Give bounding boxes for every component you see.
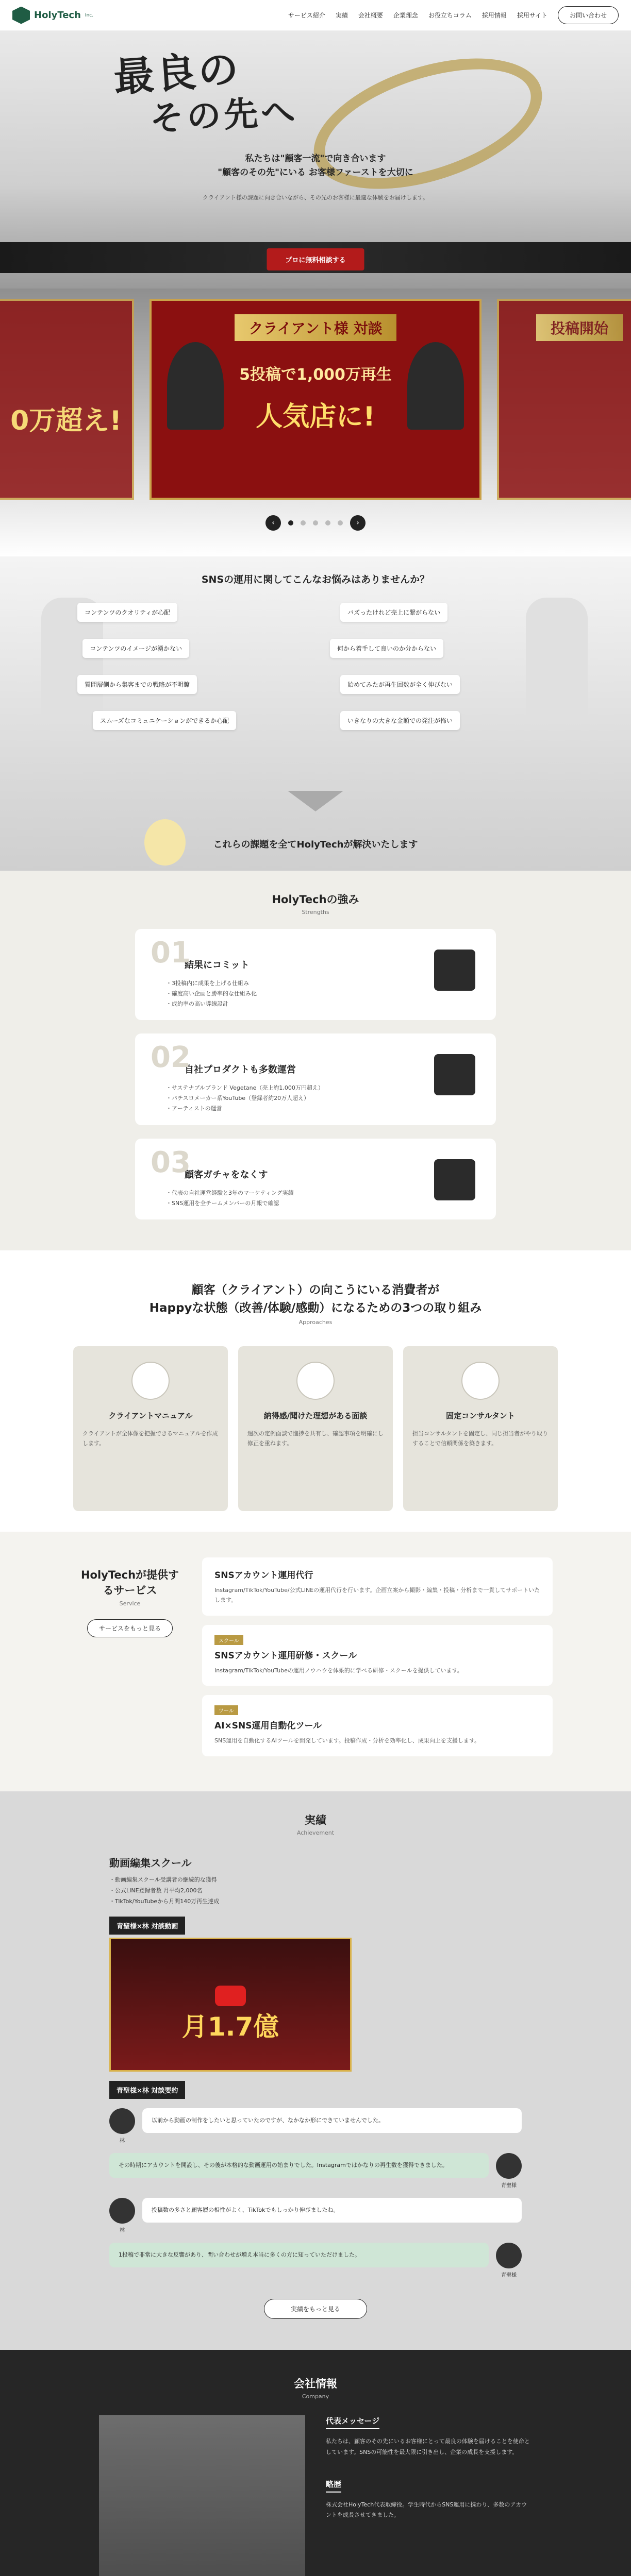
play-icon[interactable]	[215, 1986, 246, 2006]
network-icon	[434, 1054, 475, 1095]
site-header	[0, 0, 631, 31]
strength-point: ・アーティストの運営	[166, 1105, 222, 1112]
service-card[interactable]	[202, 1625, 553, 1686]
strength-title: 自社プロダクトも多数運営	[185, 1064, 296, 1076]
strength-point: ・成約率の高い導線設計	[166, 1000, 228, 1007]
avatar	[109, 2108, 135, 2134]
service-desc: SNS運用を自動化するAIツールを開発しています。投稿作成・分析を効率化し、成果向上を支援します。	[214, 1737, 480, 1744]
chat-bubble: 以前から動画の制作をしたいと思っていたのですが、なかなか形にできていませんでした。	[142, 2108, 522, 2133]
service-title: SNSアカウント運用代行	[214, 1570, 313, 1581]
approach-desc: クライアントが全体像を把握できるマニュアルを作成します。	[82, 1430, 218, 1447]
approach-desc: 週次の定例面談で進捗を共有し、確認事項を明確にし修正を重ねます。	[247, 1430, 384, 1447]
case-result: ・TikTok/YouTubeから月間140万再生達成	[109, 1897, 220, 1905]
manual-icon	[131, 1362, 170, 1400]
strength-point: ・確度高い企画と勝率的な仕組み化	[166, 990, 257, 997]
strengths-section	[0, 871, 631, 1250]
slider-dot[interactable]	[338, 520, 343, 526]
hero-copy	[0, 152, 631, 180]
chat-row	[109, 2153, 522, 2189]
strength-card	[135, 1033, 496, 1125]
hero-sub: クライアント様の課題に向き合いながら、その先のお客様に最適な体験をお届けします。	[202, 194, 429, 201]
worry-bubble: コンテンツのクオリティが心配	[77, 603, 177, 622]
service-title: SNSアカウント運用研修・スクール	[214, 1650, 357, 1661]
approach-title: 固定コンサルタント	[446, 1411, 515, 1421]
worry-bubble: スムーズなコミュニケーションができるか心配	[93, 711, 236, 730]
client-photo	[167, 342, 224, 430]
strength-point: ・代表の自社運営経験と3年のマーケティング実績	[166, 1189, 294, 1196]
strengths-title: HolyTechの強み	[272, 893, 359, 906]
strength-list	[166, 1188, 480, 1209]
brush-swirl	[297, 33, 558, 214]
message-body: 私たちは、顧客のその先にいるお客様にとって最良の体験を届けることを使命としています。SNSの可能性を最大限に引き出し、企業の成長を支援します。	[326, 2437, 530, 2455]
case-result: ・動画編集スクール受講者の継続的な獲得	[109, 1876, 217, 1884]
nav-recruit-site[interactable]: 採用サイト	[517, 12, 547, 19]
logo[interactable]	[12, 7, 93, 24]
strength-num: 02	[151, 1041, 191, 1075]
avatar	[496, 2243, 522, 2268]
achieve-more-button[interactable]: 実績をもっと見る	[264, 2299, 367, 2319]
strength-title: 顧客ガチャをなくす	[185, 1169, 268, 1180]
slider-dot[interactable]	[288, 520, 293, 526]
summary-label: 青聖様×林 対談要約	[109, 2081, 185, 2099]
service-card[interactable]	[202, 1557, 553, 1615]
worries-footer: これらの課題を全てHolyTechが解決いたします	[213, 839, 418, 850]
approach-card	[403, 1346, 558, 1511]
approach-card	[73, 1346, 228, 1511]
profile-tag: 略歴	[326, 2479, 341, 2493]
logo-text: HolyTech	[34, 10, 81, 21]
strength-card	[135, 929, 496, 1020]
strength-title: 結果にコミット	[185, 960, 250, 971]
services-sub: Service	[119, 1600, 141, 1607]
approach-title: クライアントマニュアル	[108, 1411, 193, 1421]
hero-copy-1: 私たちは"顧客一流"で向き合います	[245, 154, 386, 164]
logo-suffix: Inc.	[85, 12, 94, 18]
hero-copy-2: "顧客のその先"にいる お客様ファーストを大切に	[218, 167, 413, 178]
case-study	[109, 1855, 522, 2319]
meeting-icon	[296, 1362, 335, 1400]
video-label: 青聖様×林 対談動画	[109, 1917, 185, 1935]
logo-mark-icon	[12, 7, 30, 24]
service-title: AI×SNS運用自動化ツール	[214, 1721, 322, 1732]
chat-row	[109, 2198, 522, 2233]
hero-cta-button[interactable]: プロに無料相談する	[267, 248, 364, 270]
chat-row	[109, 2108, 522, 2144]
strength-point: ・パチスロメーカー系YouTube（登録者約20万人超え）	[166, 1095, 310, 1102]
strength-point: ・サステナブルブランド Vegetane（売上約1,000万円超え）	[166, 1084, 324, 1092]
service-tag: スクール	[214, 1635, 243, 1645]
slider-dot[interactable]	[325, 520, 330, 526]
worried-man-right	[526, 598, 588, 721]
approach-title: 納得感/聞けた理想がある面談	[263, 1411, 368, 1421]
ceo-portrait	[99, 2415, 305, 2576]
company-section	[0, 2350, 631, 2576]
slider-next-icon[interactable]: ›	[350, 515, 366, 531]
growth-chart-icon	[434, 950, 475, 991]
strength-card	[135, 1139, 496, 1220]
company-title: 会社情報	[294, 2377, 337, 2390]
slider-prev-icon[interactable]: ‹	[265, 515, 281, 531]
approaches-title	[0, 1281, 631, 1317]
strength-num: 03	[151, 1145, 191, 1179]
contact-button[interactable]: お問い合わせ	[558, 6, 619, 24]
speaker-name: 林	[120, 2138, 125, 2144]
slide-badge: クライアント様 対談	[235, 314, 397, 341]
speaker-name: 青聖様	[501, 2182, 517, 2189]
slide-current[interactable]	[150, 299, 481, 500]
chat-bubble: その時期にアカウントを開設し、その後が本格的な動画運用の始まりでした。Instagramではかなりの再生数を獲得できました。	[109, 2153, 489, 2178]
strength-point: ・3投稿内に成果を上げる仕組み	[166, 980, 249, 987]
worry-bubble: 質問層側から集客までの戦略が不明瞭	[77, 675, 197, 694]
company-intro	[99, 2415, 532, 2576]
approaches-section	[0, 1250, 631, 1532]
down-arrow-icon	[288, 791, 343, 811]
achieve-title: 実績	[305, 1814, 326, 1827]
chat-bubble: 1投稿で非常に大きな反響があり、問い合わせが増え本当に多くの方に知っていただけました。	[109, 2243, 489, 2267]
worries-heading: SNSの運用に関してこんなお悩みはありませんか？	[201, 574, 430, 585]
ceo-photo	[407, 342, 464, 430]
company-sub: Company	[302, 2393, 329, 2400]
approaches-title-1: 顧客（クライアント）の向こうにいる消費者が	[191, 1283, 440, 1297]
strength-list	[166, 1083, 480, 1113]
service-tag: ツール	[214, 1705, 238, 1715]
slider-dot[interactable]	[301, 520, 306, 526]
worry-bubble: 何から着手して良いのか分からない	[330, 639, 443, 658]
avatar	[109, 2198, 135, 2224]
services-intro	[78, 1557, 181, 1766]
strength-num: 01	[151, 936, 191, 970]
profile-body: 株式会社HolyTech代表取締役。学生時代からSNS運用に携わり、多数のアカウントを成長させてきました。	[326, 2501, 527, 2519]
services-more-button[interactable]: サービスをもっと見る	[87, 1619, 173, 1637]
service-card[interactable]	[202, 1695, 553, 1756]
hero-title-1: 最良の	[112, 45, 242, 101]
slider-dot[interactable]	[313, 520, 318, 526]
nav-column[interactable]: お役立ちコラム	[428, 12, 472, 19]
case-title: 動画編集スクール	[109, 1857, 192, 1870]
team-icon	[434, 1159, 475, 1200]
approaches-sub: Approaches	[298, 1319, 333, 1326]
worry-bubble: コンテンツのイメージが湧かない	[82, 639, 189, 658]
speaker-name: 林	[120, 2227, 125, 2233]
hero-title-2: その先へ	[148, 91, 300, 139]
approaches-title-2: Happyな状態（改善/体験/感動）になるための3つの取り組み	[149, 1301, 482, 1315]
slide-prev-text: 0万超え!	[10, 405, 122, 436]
interview-video[interactable]	[109, 1938, 352, 2072]
worries-section	[0, 556, 631, 871]
service-desc: Instagram/TikTok/YouTubeの運用ノウハウを体系的に学べる研修・スクールを提供しています。	[214, 1667, 463, 1674]
slide-mid: 5投稿で1,000万再生	[239, 366, 392, 384]
case-results	[109, 1875, 522, 1907]
global-nav	[288, 6, 619, 24]
nav-recruit[interactable]: 採用情報	[481, 12, 507, 19]
slide-next[interactable]	[497, 299, 631, 500]
nav-philosophy[interactable]: 企業理念	[393, 12, 418, 19]
video-caption: 月1.7億	[181, 2011, 279, 2042]
case-slider	[0, 289, 631, 556]
case-result: ・公式LINE登録者数 月平均2,000名	[109, 1887, 203, 1894]
chat-bubble: 投稿数の多さと顧客層の相性がよく、TikTokでもしっかり伸びましたね。	[142, 2198, 522, 2223]
services-title: HolyTechが提供するサービス	[80, 1569, 179, 1597]
approach-card	[238, 1346, 393, 1511]
message-tag: 代表メッセージ	[326, 2415, 379, 2429]
speaker-name: 青聖様	[501, 2272, 517, 2278]
approach-desc: 担当コンサルタントを固定し、同じ担当者がやり取りすることで信頼関係を築きます。	[412, 1430, 549, 1447]
nav-achieve[interactable]: 実績	[335, 12, 348, 19]
worry-bubble: バズったけれど売上に繋がらない	[340, 603, 447, 622]
consultant-icon	[461, 1362, 500, 1400]
nav-service[interactable]: サービス紹介	[288, 12, 325, 19]
strengths-sub: Strengths	[302, 909, 329, 916]
nav-company[interactable]: 会社概要	[358, 12, 383, 19]
hero	[0, 31, 631, 289]
worry-bubble: 始めてみたが再生回数が全く伸びない	[340, 675, 460, 694]
approaches-row	[0, 1346, 631, 1511]
strength-list	[166, 978, 480, 1009]
slider-dots	[0, 515, 631, 531]
achievements-section	[0, 1791, 631, 2350]
slide-next-text: 投稿開始	[536, 314, 623, 341]
service-cards	[202, 1557, 553, 1766]
chat-row	[109, 2243, 522, 2278]
slide-prev[interactable]	[0, 299, 134, 500]
slide-big: 人気店に!	[256, 401, 375, 432]
strength-point: ・SNS運用を全チームメンバーの月報で確認	[166, 1199, 279, 1207]
ceo-message	[326, 2415, 532, 2576]
service-desc: Instagram/TikTok/YouTube/公式LINEの運用代行を行います。企画立案から撮影・編集・投稿・分析まで一貫してサポートいたします。	[214, 1587, 540, 1604]
achieve-sub: Achievement	[296, 1829, 335, 1837]
services-section	[0, 1532, 631, 1791]
worry-bubble: いきなりの大きな金額での発注が怖い	[340, 711, 460, 730]
avatar	[496, 2153, 522, 2179]
